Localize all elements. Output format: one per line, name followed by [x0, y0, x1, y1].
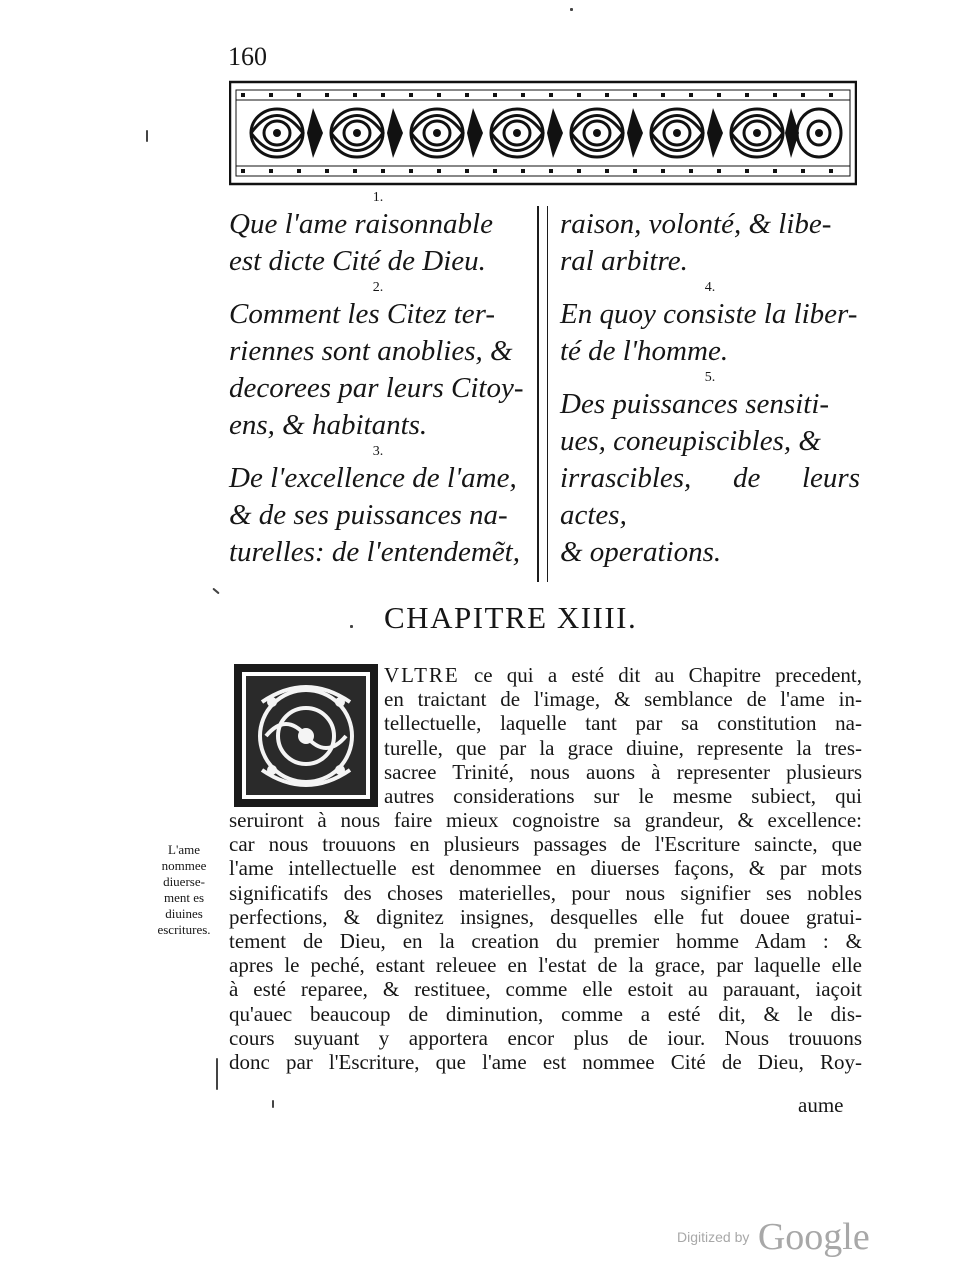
summary-item-number: 2.: [372, 280, 384, 295]
summary-line: ues, coneupiscibles, &: [560, 425, 821, 457]
chapter-body-text: [229, 808, 862, 1074]
body-line: apres le peché, estant releuee en l'estat de la grace, par laquelle elle: [229, 953, 862, 978]
summary-line: riennes sont anoblies, &: [229, 335, 513, 367]
chapter-title: CHAPITRE XIIII.: [384, 600, 638, 635]
body-line: [384, 663, 862, 687]
margin-note-line: diuerse-: [163, 874, 205, 889]
margin-note-line: diuines: [165, 906, 203, 921]
summary-line: Que l'ame raisonnable: [229, 208, 493, 240]
catchword: aume: [798, 1093, 844, 1117]
summary-line: & de ses puissances na-: [229, 499, 508, 531]
watermark-prefix: Digitized by: [677, 1229, 750, 1245]
page-number: 160: [228, 42, 267, 71]
margin-note-line: ment es: [163, 890, 205, 905]
summary-line: ral arbitre.: [560, 245, 688, 277]
body-line: seruiront à nous faire mieux cognoistre sa grandeur, & excellence:: [229, 808, 862, 832]
summary-item: [229, 444, 527, 571]
summary-item-number: 3.: [372, 444, 384, 459]
body-line: à esté reparee, & restituee, comme elle estoit au parauant, iaçoit: [229, 977, 862, 1002]
summary-item: [560, 370, 860, 571]
summary-line: Comment les Citez ter-: [229, 298, 496, 330]
scan-speck: [570, 8, 573, 11]
headpiece-pattern: [229, 78, 857, 188]
chapter-opening-text: [384, 663, 862, 808]
marginal-note: [140, 842, 228, 938]
margin-note-line: nommee: [161, 858, 207, 873]
body-line-text: ce qui a esté dit au Chapitre precedent,: [473, 663, 863, 687]
summary-item-number: [560, 190, 860, 206]
body-line: donc par l'Escriture, que l'ame est nommee Cité de Dieu, Roy-: [229, 1050, 862, 1075]
body-line: sacree Trinité, nous auons à representer plusieurs: [384, 759, 862, 784]
summary-line: raison, volonté, & libe-: [560, 208, 832, 240]
summary-item-number: 1.: [372, 190, 384, 205]
body-line: tellectuelle, laquelle tant par sa constitution na-: [384, 711, 862, 736]
summary-line: Des puissances sensiti-: [560, 388, 830, 420]
summary-line: est dicte Cité de Dieu.: [229, 245, 486, 277]
scan-speck: [272, 1100, 274, 1108]
scan-speck: [212, 588, 219, 595]
body-line: turelle, que par la grace diuine, represente la tres-: [384, 735, 862, 760]
summary-line: En quoy consiste la liber-: [560, 298, 858, 330]
body-line: l'ame intellectuelle est denommee en diuerses façons, & par mots: [229, 856, 862, 881]
summary-line: ens, & habitants.: [229, 409, 428, 441]
body-line: qu'auec beaucoup de diminution, comme a esté dit, & le dis-: [229, 1001, 862, 1026]
column-divider: [534, 206, 551, 582]
decorated-initial-letter: [232, 662, 380, 809]
initial-ornament-icon: [232, 662, 380, 809]
body-line: car nous trouuons en plusieurs passages de l'Escriture saincte, que: [229, 832, 862, 857]
summary-item: [229, 190, 527, 280]
summary-item: [560, 190, 860, 280]
summary-line: té de l'homme.: [560, 335, 729, 367]
summary-line: De l'excellence de l'ame,: [229, 462, 517, 494]
summary-line: irrascibles, de leurs actes,: [560, 462, 860, 531]
chapter-summary-right-column: [560, 190, 860, 571]
scan-speck: [216, 1058, 218, 1090]
body-line: tement de Dieu, en la creation du premier homme Adam : &: [229, 929, 862, 954]
summary-line: & operations.: [560, 536, 722, 568]
body-line: perfections, & dignitez insignes, desquelles elle fut douee gratui-: [229, 904, 862, 929]
opening-word: VLTRE: [384, 663, 460, 687]
scan-speck: [350, 625, 353, 628]
digitized-watermark: [677, 1215, 870, 1259]
watermark-brand: Google: [757, 1216, 870, 1258]
summary-item: [229, 280, 527, 444]
margin-note-line: L'ame: [168, 842, 200, 857]
summary-line: decorees par leurs Citoy-: [229, 372, 524, 404]
scan-speck: [146, 130, 148, 142]
summary-item-number: 4.: [704, 280, 716, 295]
body-line: cours suyuant y apportera encor plus de iour. Nous trouuons: [229, 1025, 862, 1050]
body-line: en traictant de l'image, & semblance de l'ame in-: [384, 687, 862, 712]
summary-line: turelles: de l'entendemẽt,: [229, 536, 520, 568]
chapter-summary-left-column: [229, 190, 527, 571]
summary-item-number: 5.: [704, 370, 716, 385]
summary-item: [560, 280, 860, 370]
body-line: significatifs des choses materielles, pour nous signifier ses nobles: [229, 880, 862, 905]
ornamental-headpiece: [229, 78, 857, 188]
body-line: autres considerations sur le mesme subiect, qui: [384, 784, 862, 809]
margin-note-line: escritures.: [157, 922, 211, 937]
